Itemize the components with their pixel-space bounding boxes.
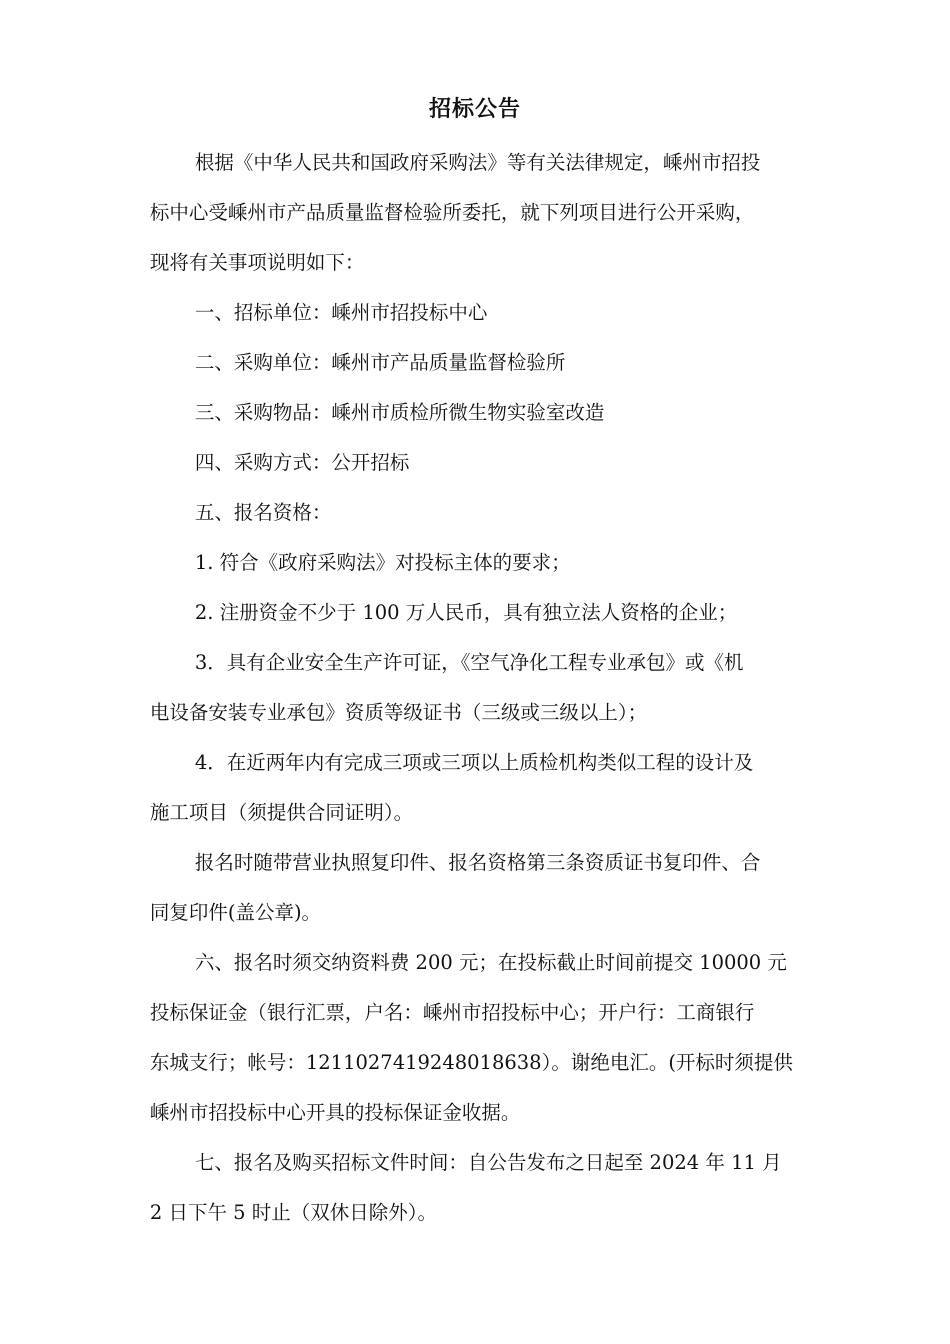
registration-note [105,838,805,938]
qualification-1: 1. 符合《政府采购法》对投标主体的要求； [194,551,571,574]
qualification-4-line-1: 4．在近两年内有完成三项或三项以上质检机构类似工程的设计及 [194,751,754,774]
qualification-4-line-2: 施工项目（须提供合同证明）。 [149,801,414,824]
fee-paragraph [105,938,805,1138]
time-line-2: 2 日下午 5 时止（双休日除外）。 [149,1201,438,1224]
note-line-1: 报名时随带营业执照复印件、报名资格第三条资质证书复印件、合 [194,851,761,874]
intro-line-3: 现将有关事项说明如下： [149,251,365,274]
intro-line-1: 根据《中华人民共和国政府采购法》等有关法律规定，嵊州市招投 [194,151,761,174]
qualification-3-line-1: 3．具有企业安全生产许可证，《空气净化工程专业承包》或《机 [194,651,744,674]
item-registration-qualification: 五、报名资格： [194,501,332,524]
fee-line-2: 投标保证金（银行汇票，户名：嵊州市招投标中心；开户行：工商银行 [149,1001,755,1024]
item-purchase-goods: 三、采购物品：嵊州市质检所微生物实验室改造 [194,401,605,424]
item-bidding-unit: 一、招标单位：嵊州市招投标中心 [194,301,488,324]
qualification-list [105,538,805,838]
item-purchase-method: 四、采购方式：公开招标 [194,451,410,474]
qualification-2: 2. 注册资金不少于 100 万人民币，具有独立法人资格的企业； [194,601,738,624]
page-title: 招标公告 [428,97,521,122]
intro-line-2: 标中心受嵊州市产品质量监督检验所委托，就下列项目进行公开采购， [149,201,755,224]
fee-line-3: 东城支行；帐号：1211027419248018638）。谢绝电汇。(开标时须提供 [149,1051,793,1074]
document-body [105,138,805,1238]
intro-paragraph [105,138,805,288]
item-purchasing-unit: 二、采购单位：嵊州市产品质量监督检验所 [194,351,566,374]
item-list [105,288,805,538]
fee-line-4: 嵊州市招投标中心开具的投标保证金收据。 [149,1101,521,1124]
time-paragraph [105,1138,805,1238]
qualification-3-line-2: 电设备安装专业承包》资质等级证书（三级或三级以上）； [149,701,648,724]
time-line-1: 七、报名及购买招标文件时间：自公告发布之日起至 2024 年 11 月 [194,1151,782,1174]
fee-line-1: 六、报名时须交纳资料费 200 元；在投标截止时间前提交 10000 元 [194,951,787,974]
note-line-2: 同复印件(盖公章)。 [149,901,322,924]
